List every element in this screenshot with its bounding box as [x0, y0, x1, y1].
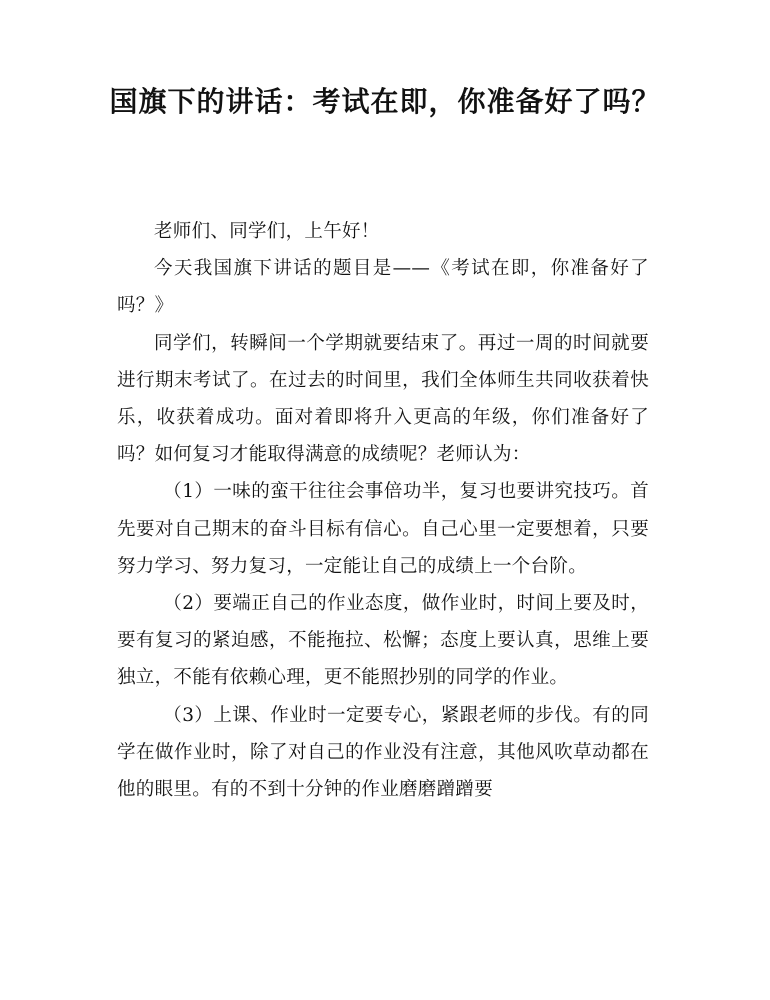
paragraph-point-3: （3）上课、作业时一定要专心，紧跟老师的步伐。有的同学在做作业时，除了对自己的作业没有注意，其他风吹草动都在他的眼里。有的不到十分钟的作业磨磨蹭蹭要	[117, 704, 649, 801]
paragraph-greeting: 老师们、同学们，上午好！	[154, 221, 380, 242]
paragraph-intro: 同学们，转瞬间一个学期就要结束了。再过一周的时间就要进行期末考试了。在过去的时间里，我们全体师生共同收获着快乐，收获着成功。面对着即将升入更高的年级，你们准备好了吗？如何复习才能取得满意的成绩呢？老师认为：	[117, 332, 649, 466]
paragraph-point-2: （2）要端正自己的作业态度，做作业时，时间上要及时，要有复习的紧迫感，不能拖拉、松懈；态度上要认真，思维上要独立，不能有依赖心理，更不能照抄别的同学的作业。	[117, 593, 649, 689]
paragraph-point-1: （1）一味的蛮干往往会事倍功半，复习也要讲究技巧。首先要对自己期末的奋斗目标有信心。自己心里一定要想着，只要努力学习、努力复习，一定能让自己的成绩上一个台阶。	[117, 481, 649, 577]
document-title: 国旗下的讲话：考试在即，你准备好了吗？	[109, 85, 661, 118]
paragraph-topic: 今天我国旗下讲话的题目是——《考试在即，你准备好了吗？》	[117, 258, 649, 317]
document-body	[117, 213, 649, 808]
